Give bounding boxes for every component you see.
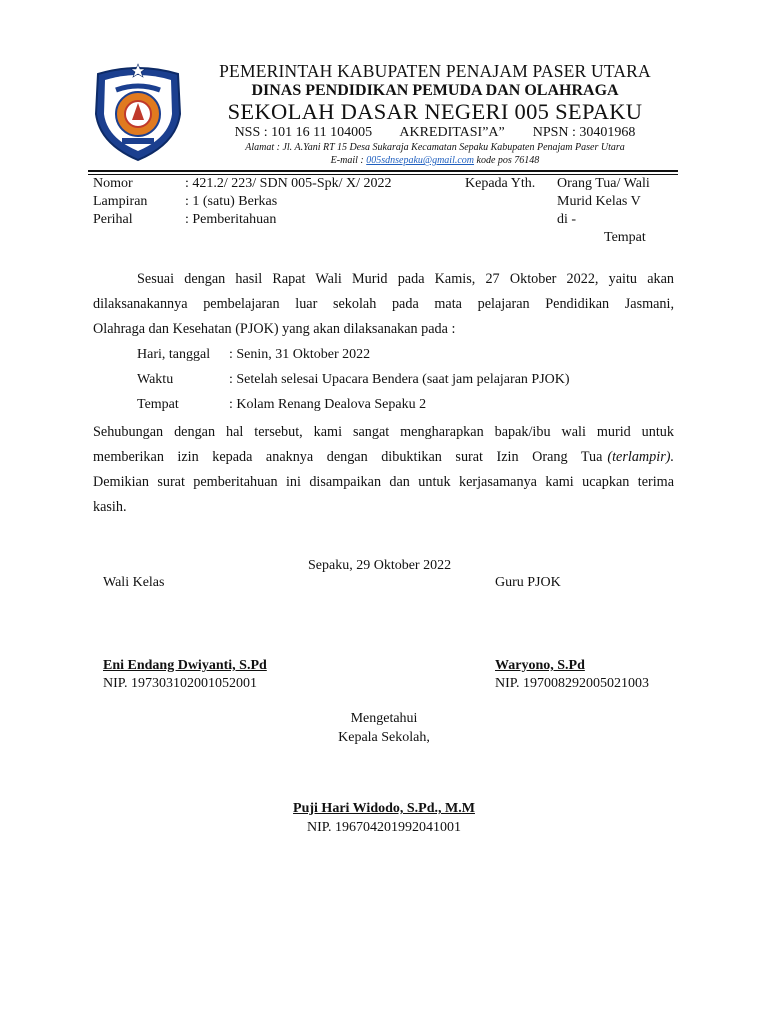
letterhead-school-name: SEKOLAH DASAR NEGERI 005 SEPAKU: [227, 99, 643, 124]
letterhead-contact: [195, 155, 675, 166]
signatory-left-title: Wali Kelas: [103, 575, 165, 590]
paragraph-2-line-2: [93, 445, 674, 470]
paragraph-2-line-3: Demikian surat pemberitahuan ini disampaikan dan untuk kerjasamanya kami ucapkan terima: [93, 474, 674, 490]
attachment-note: (terlampir).: [607, 449, 674, 465]
detail-label-time: Waktu: [137, 372, 174, 387]
detail-value-date: : Senin, 31 Oktober 2022: [229, 347, 371, 362]
detail-label-date: Hari, tanggal: [137, 347, 211, 362]
nomor-value: : 421.2/ 223/ SDN 005-Spk/ X/ 2022: [185, 176, 392, 191]
recipient-line-4: Tempat: [604, 230, 646, 245]
letterhead-department: DINAS PENDIDIKAN PEMUDA DAN OLAHRAGA: [251, 82, 619, 99]
nomor-label: Nomor: [93, 176, 133, 191]
perihal-value: : Pemberitahuan: [185, 212, 277, 227]
headmaster-name-wrap: [0, 801, 768, 817]
signatory-right-nip: NIP. 197008292005021003: [495, 676, 650, 691]
recipient-line-2: Murid Kelas V: [557, 194, 641, 209]
recipient-line-3: di -: [557, 212, 577, 227]
signatory-left-nip: NIP. 197303102001052001: [103, 676, 258, 691]
place-date: Sepaku, 29 Oktober 2022: [308, 558, 452, 573]
headmaster-nip: NIP. 196704201992041001: [306, 820, 461, 835]
email-label: E-mail :: [330, 155, 367, 166]
paragraph-2-line-1: Sehubungan dengan hal tersebut, kami sangat mengharapkan bapak/ibu wali murid untuk: [93, 424, 674, 440]
lampiran-label: Lampiran: [93, 194, 148, 209]
signatory-right-title: Guru PJOK: [495, 575, 561, 590]
email-link[interactable]: 005sdnsepaku@gmail.com: [366, 155, 475, 166]
letterhead-rule-thick: [88, 170, 678, 172]
headmaster-title: Kepala Sekolah,: [338, 730, 430, 745]
signatory-left-name: Eni Endang Dwiyanti, S.Pd: [103, 658, 267, 673]
paragraph-2-line-4: kasih.: [93, 499, 127, 515]
letterhead-government: PEMERINTAH KABUPATEN PENAJAM PASER UTARA: [219, 61, 651, 81]
letterhead-identifiers: NSS : 101 16 11 104005 AKREDITASI”A” NPSN : 30401968: [234, 125, 636, 140]
letterhead-address: Alamat : Jl. A.Yani RT 15 Desa Sukaraja Kecamatan Sepaku Kabupaten Penajam Paser Utara: [245, 142, 625, 153]
recipient-line-1: Orang Tua/ Wali: [557, 176, 650, 191]
detail-value-place: : Kolam Renang Dealova Sepaku 2: [229, 397, 427, 412]
lampiran-value: : 1 (satu) Berkas: [185, 194, 278, 209]
letterhead-rule-thin: [88, 174, 678, 175]
detail-label-place: Tempat: [137, 397, 179, 412]
acknowledge-label: Mengetahui: [350, 711, 418, 726]
paragraph-1-line-3: Olahraga dan Kesehatan (PJOK) yang akan dilaksanakan pada :: [93, 321, 456, 337]
school-emblem-logo: [92, 60, 184, 162]
paragraph-1-line-2: dilaksanakannya pembelajaran luar sekolah pada mata pelajaran Pendidikan Jasmani,: [93, 296, 674, 312]
kepada-label: Kepada Yth.: [465, 176, 536, 191]
perihal-label: Perihal: [93, 212, 133, 227]
detail-value-time: : Setelah selesai Upacara Bendera (saat jam pelajaran PJOK): [229, 372, 570, 387]
postal-code: kode pos 76148: [474, 155, 540, 166]
paragraph-2-line-2-text: memberikan izin kepada anaknya dengan dibuktikan surat Izin Orang Tua: [93, 449, 603, 465]
signatory-right-name: Waryono, S.Pd: [495, 658, 585, 673]
paragraph-1-line-1: Sesuai dengan hasil Rapat Wali Murid pada Kamis, 27 Oktober 2022, yaitu akan: [137, 271, 674, 287]
headmaster-name: Puji Hari Widodo, S.Pd., M.M: [293, 801, 475, 816]
